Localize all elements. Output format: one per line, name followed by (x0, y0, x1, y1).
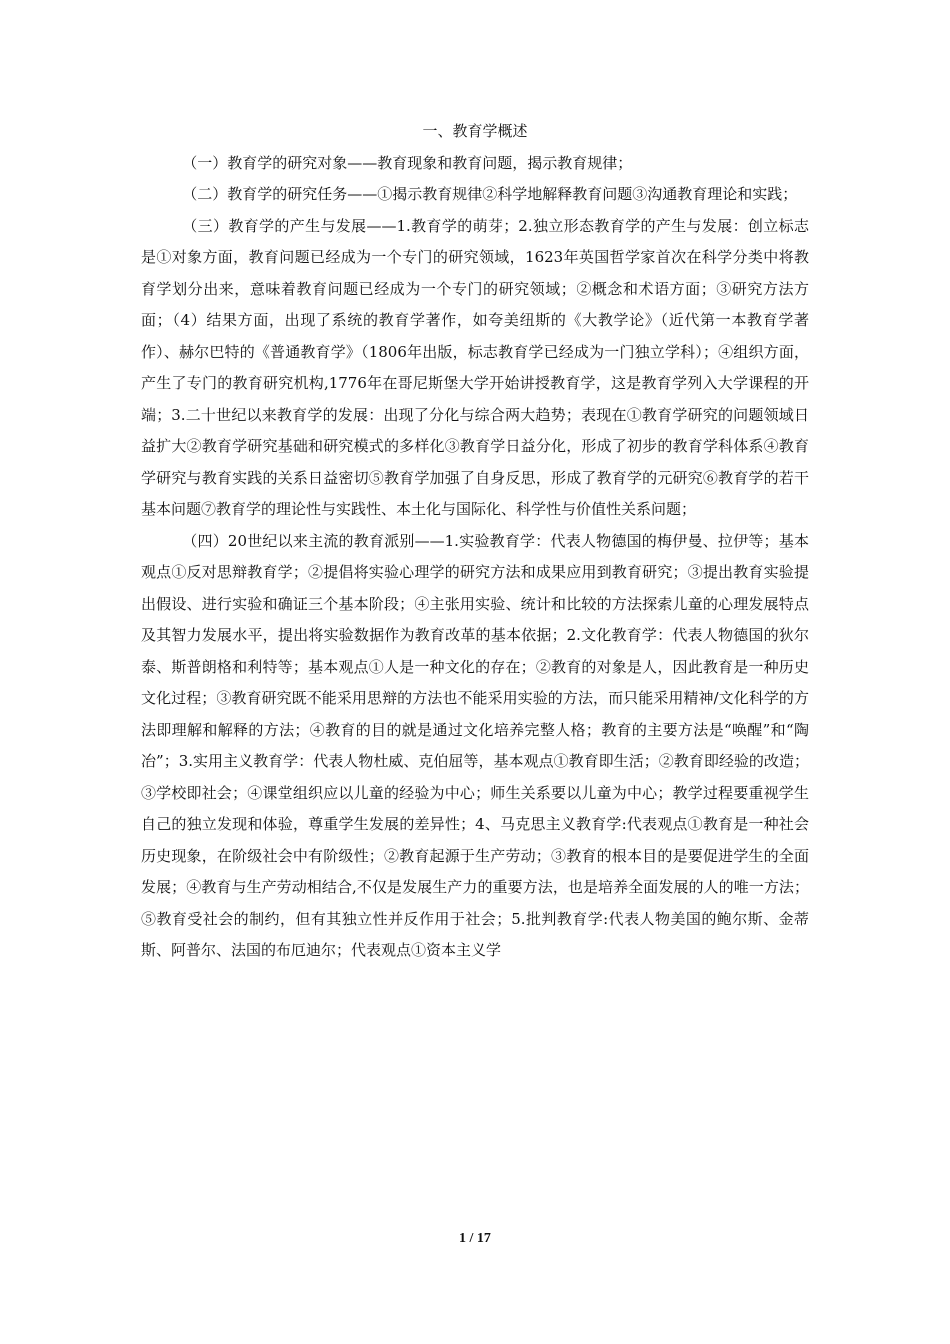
paragraph-origin-development: （三）教育学的产生与发展——1.教育学的萌芽；2.独立形态教育学的产生与发展：创立标志是①对象方面，教育问题已经成为一个专门的研究领域，1623年英国哲学家首次在科学分类中将教育学划分出来，意味着教育问题已经成为一个专门的研究领域；②概念和术语方面；③研究方法方面；（4）结果方面，出现了系统的教育学著作，如夸美纽斯的《大教学论》（近代第一本教育学著作）、赫尔巴特的《普通教育学》（1806年出版，标志教育学已经成为一门独立学科）；④组织方面，产生了专门的教育研究机构,1776年在哥尼斯堡大学开始讲授教育学，这是教育学列入大学课程的开端；3.二十世纪以来教育学的发展：出现了分化与综合两大趋势；表现在①教育学研究的问题领域日益扩大②教育学研究基础和研究模式的多样化③教育学日益分化，形成了初步的教育学科体系④教育学研究与教育实践的关系日益密切⑤教育学加强了自身反思，形成了教育学的元研究⑥教育学的若干基本问题⑦教育学的理论性与实践性、本土化与国际化、科学性与价值性关系问题； (141, 216, 809, 518)
paragraph-research-task: （二）教育学的研究任务——①揭示教育规律②科学地解释教育问题③沟通教育理论和实践； (182, 185, 798, 203)
page-number: 1 / 17 (459, 1231, 491, 1246)
document-body (141, 116, 809, 967)
section-title: 一、教育学概述 (422, 122, 528, 140)
paragraph-research-object: （一）教育学的研究对象——教育现象和教育问题，揭示教育规律； (182, 153, 633, 172)
paragraph-education-schools: （四）20世纪以来主流的教育派别——1.实验教育学：代表人物德国的梅伊曼、拉伊等；基本观点①反对思辩教育学；②提倡将实验心理学的研究方法和成果应用到教育研究；③提出教育实验提出假设、进行实验和确证三个基本阶段；④主张用实验、统计和比较的方法探索儿童的心理发展特点及其智力发展水平，提出将实验数据作为教育改革的基本依据；2.文化教育学：代表人物德国的狄尔泰、斯普朗格和利特等；基本观点①人是一种文化的存在；②教育的对象是人，因此教育是一种历史文化过程；③教育研究既不能采用思辩的方法也不能采用实验的方法，而只能采用精神/文化科学的方法即理解和解释的方法；④教育的目的就是通过文化培养完整人格；教育的主要方法是“唤醒”和“陶冶”；3.实用主义教育学：代表人物杜威、克伯屈等，基本观点①教育即生活；②教育即经验的改造；③学校即社会；④课堂组织应以儿童的经验为中心；师生关系要以儿童为中心；教学过程要重视学生自己的独立发现和体验，尊重学生发展的差异性；4、马克思主义教育学:代表观点①教育是一种社会历史现象，在阶级社会中有阶级性；②教育起源于生产劳动；③教育的根本目的是要促进学生的全面发展；④教育与生产劳动相结合,不仅是发展生产力的重要方法，也是培养全面发展的人的唯一方法；⑤教育受社会的制约，但有其独立性并反作用于社会；5.批判教育学:代表人物美国的鲍尔斯、金蒂斯、阿普尔、法国的布厄迪尔；代表观点①资本主义学 (141, 531, 809, 959)
